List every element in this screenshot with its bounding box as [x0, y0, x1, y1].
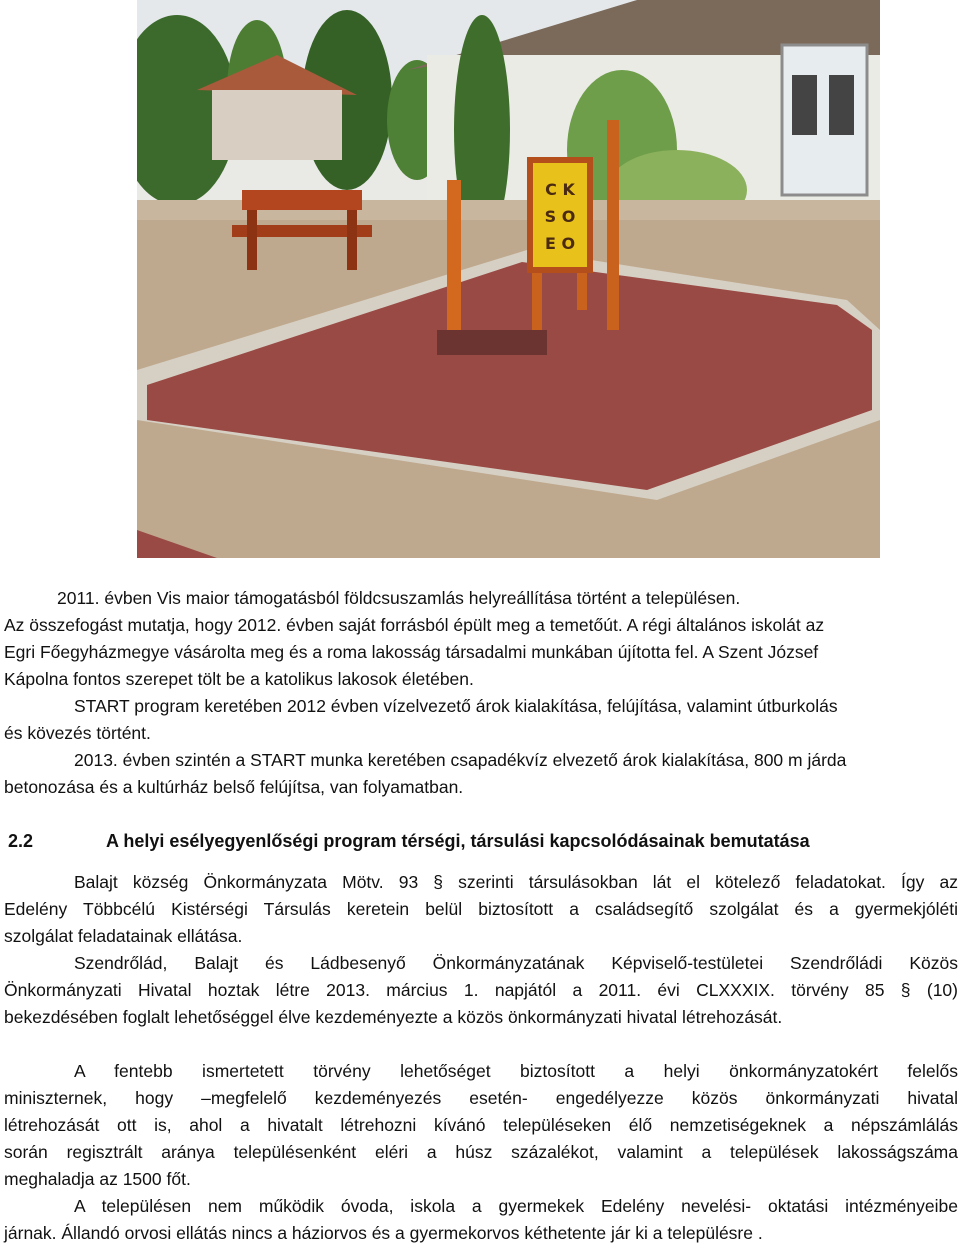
text-line: Edelény Többcélú Kistérségi Társulás keretein belül biztosított a családsegítő szolgálat és a gyermekjóléti	[4, 899, 958, 919]
svg-text:C K: C K	[545, 180, 575, 199]
playground-photo	[137, 0, 880, 558]
text-line: START program keretében 2012 évben vízelvezető árok kialakítása, felújítása, valamint útburkolás	[74, 696, 838, 716]
text-line: 2013. évben szintén a START munka keretében csapadékvíz elvezető árok kialakítása, 800 m járda	[74, 750, 847, 770]
section-title: A helyi esélyegyenlőségi program térségi, társulási kapcsolódásainak bemutatása	[106, 831, 810, 851]
body-paragraphs	[4, 869, 958, 1247]
text-line: betonozása és a kultúrház belső felújítsa, van folyamatban.	[4, 777, 464, 797]
text-line: Szendrőlád, Balajt és Ládbesenyő Önkormányzatának Képviselő-testületei Szendrőládi Közös	[74, 953, 958, 973]
text-line: szolgálat feladatainak ellátása.	[4, 926, 243, 946]
text-line: Önkormányzati Hivatal hoztak létre 2013. március 1. napjától a 2011. évi CLXXXIX. törvény 85 § (10)	[4, 980, 958, 1000]
text-line: miniszternek, hogy –megfelelő kezdeményezés esetén- engedélyezze közös önkormányzati hivatal	[4, 1088, 958, 1108]
text-line: és kövezés történt.	[4, 723, 151, 743]
intro-paragraphs	[4, 585, 958, 801]
svg-text:S O: S O	[544, 207, 576, 226]
section-heading	[4, 826, 810, 856]
text-line: járnak. Állandó orvosi ellátás nincs a háziorvos és a gyermekorvos kéthetente jár ki a településre .	[4, 1223, 763, 1243]
playground-illustration	[137, 0, 880, 558]
text-line: Az összefogást mutatja, hogy 2012. évben saját forrásból épült meg a temetőút. A régi általános iskolát az	[4, 615, 825, 635]
text-line: Egri Főegyházmegye vásárolta meg és a roma lakosság társadalmi munkában újította fel. A Szent József	[4, 642, 819, 662]
text-line: Kápolna fontos szerepet tölt be a katolikus lakosok életében.	[4, 669, 474, 689]
text-line: A fentebb ismertetett törvény lehetőséget biztosított a helyi önkormányzatokért felelős	[74, 1061, 958, 1081]
text-line: bekezdésében foglalt lehetőséggel élve kezdeményezte a közös önkormányzati hivatal létrehozását.	[4, 1007, 783, 1027]
text-line: 2011. évben Vis maior támogatásból földcsuszamlás helyreállítása történt a településen.	[57, 588, 741, 608]
text-line: létrehozását ott is, ahol a hivatalt létrehozni kívánó településeken élő nemzetiségeknek a népszámlálás	[4, 1115, 958, 1135]
section-number: 2.2	[8, 831, 34, 851]
text-line: során regisztrált aránya településenként eléri a húsz százalékot, valamint a települések lakosságszáma	[4, 1142, 958, 1162]
svg-text:E O: E O	[544, 234, 576, 253]
text-line: Balajt község Önkormányzata Mötv. 93 § szerinti társulásokban lát el kötelező feladatokat. Így az	[74, 872, 958, 892]
text-line: A településen nem működik óvoda, iskola a gyermekek Edelény nevelési- oktatási intézményeibe	[74, 1196, 958, 1216]
text-line: meghaladja az 1500 főt.	[4, 1169, 191, 1189]
